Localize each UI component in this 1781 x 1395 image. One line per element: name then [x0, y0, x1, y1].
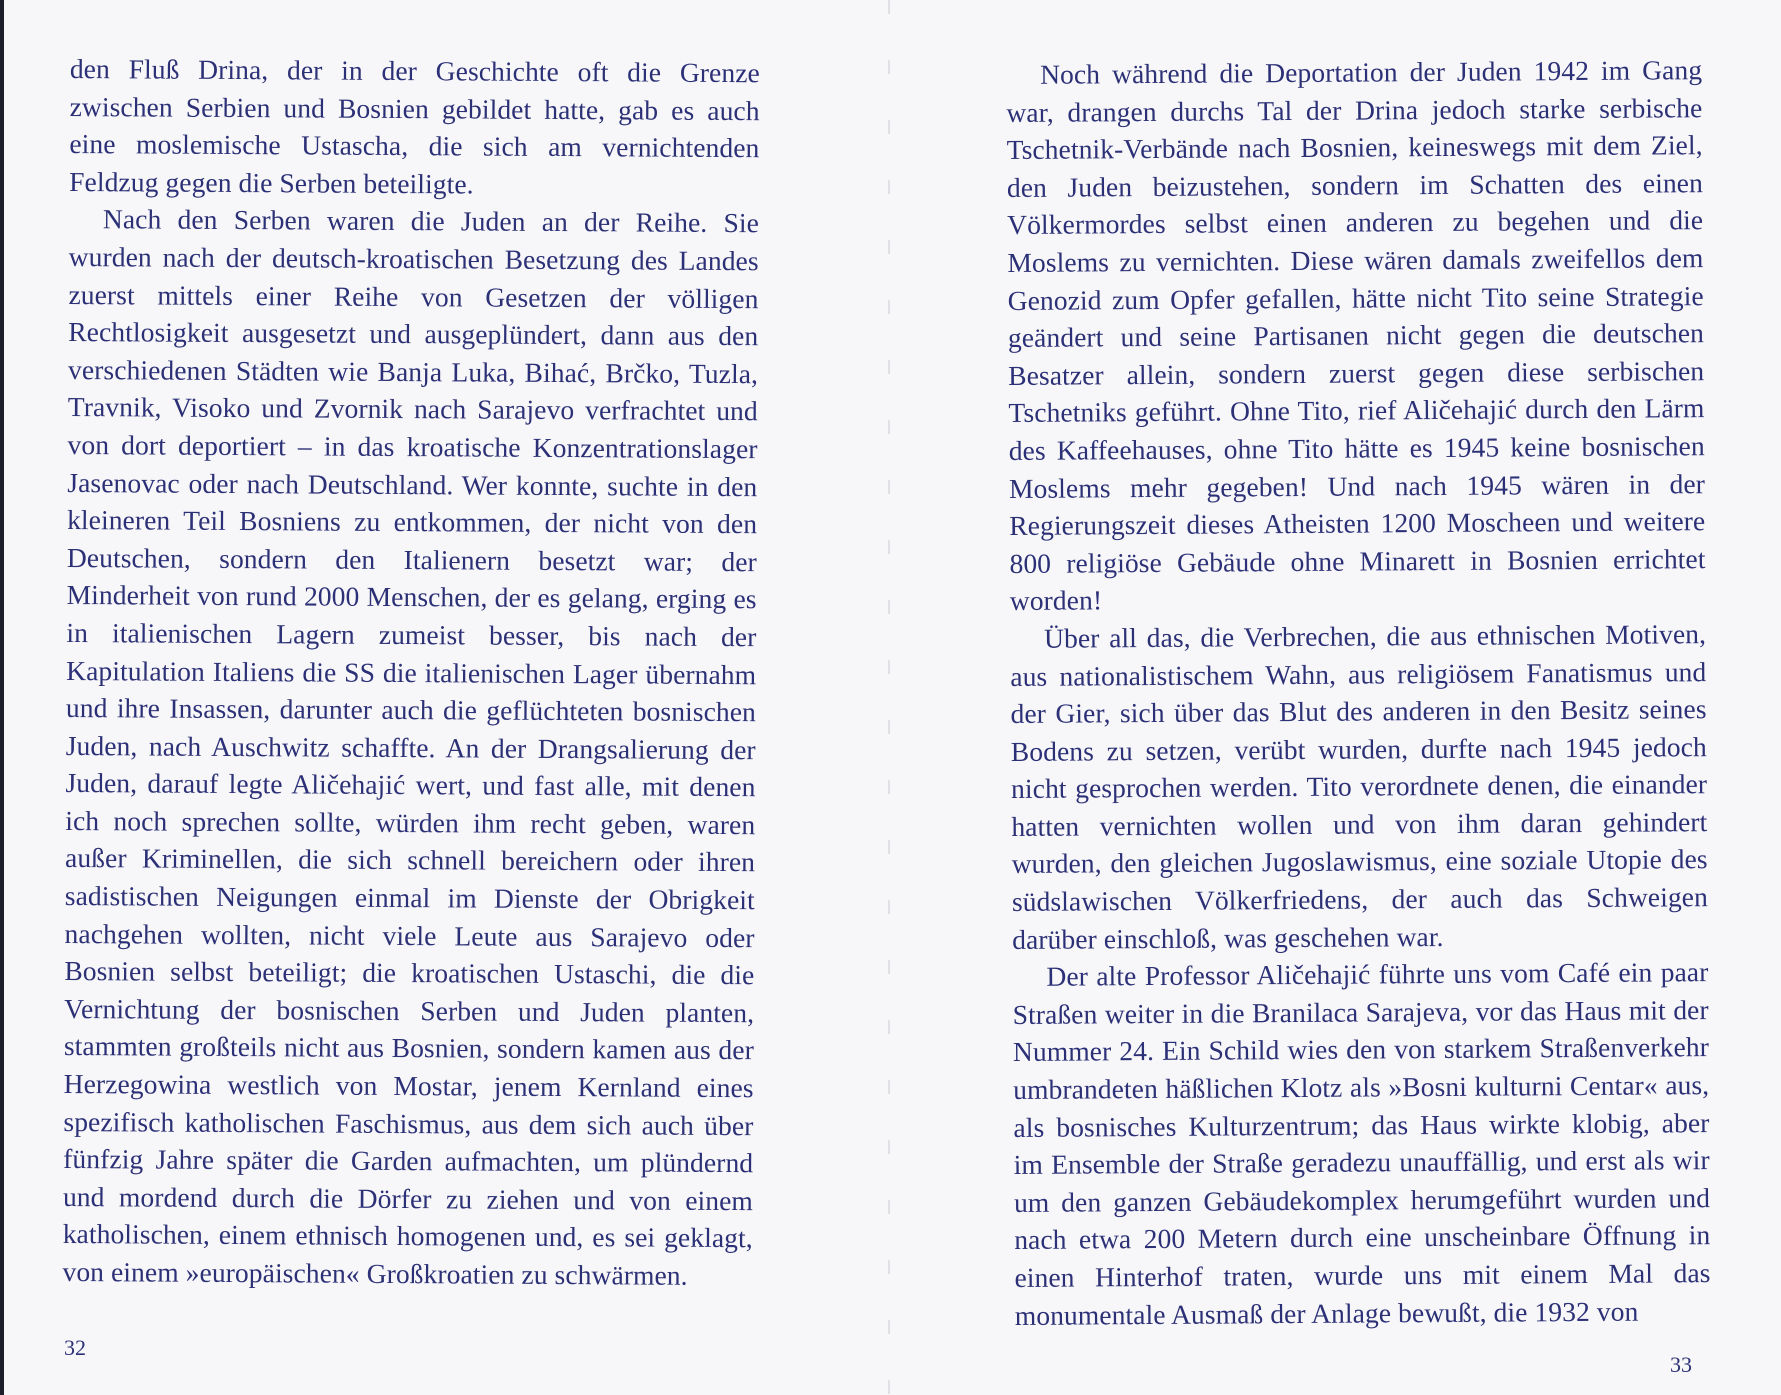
paragraph: Nach den Serben waren die Juden an der Reihe. Sie wurden nach der deutsch-kroatischen Besetzung des Landes zuerst mittels einer Reihe von Gesetzen der völligen Rechtlosigkeit ausgesetzt und ausgeplündert, dann aus den verschiedenen Städten wie Banja Luka, Bihać, Brčko, Tuzla, Travnik, Visoko und Zvornik nach Sarajevo verfrachtet und von dort deportiert – in das kroatische Konzentrationslager Jasenovac oder nach Deutschland. Wer konnte, suchte in den kleineren Teil Bosniens zu entkommen, der nicht von den Deutschen, sondern den Italienern besetzt war; der Minderheit von rund 2000 Menschen, der es gelang, erging es in italienischen Lagern zumeist besser, bis nach der Kapitulation Italiens die SS die italienischen Lager übernahm und ihre Insassen, darunter auch die geflüchteten bosnischen Juden, nach Auschwitz schaffte. An der Drangsalierung der Juden, darauf legte Aličehajić wert, und fast alle, mit denen ich noch sprechen sollte, würden ihm recht geben, waren außer Kriminellen, die sich schnell bereichern oder ihren sadistischen Neigungen einmal im Dienste der Obrigkeit nachgehen wollten, nicht viele Leute aus Sarajevo oder Bosnien selbst beteiligt; die kroatischen Ustaschi, die die Vernichtung der bosnischen Serben und Juden planten, stammten großteils nicht aus Bosnien, sondern kamen aus der Herzegowina westlich von Mostar, jenem Kernland eines spezifisch katholischen Faschismus, aus dem sich auch über fünfzig Jahre später die Garden aufmachten, um plündernd und mordend durch die Dörfer zu ziehen und von einem katholischen, einem ethnisch homogenen und, es sei geklagt, von einem »europäischen« Großkroatien zu schwärmen.	[62, 203, 760, 1291]
left-page-text	[62, 50, 760, 1295]
page-number: 33	[1670, 1352, 1692, 1377]
paragraph: den Fluß Drina, der in der Geschichte oft die Grenze zwischen Serbien und Bosnien gebildet hatte, gab es auch eine moslemische Ustascha, die sich am vernichtenden Feldzug gegen die Serben beteiligte.	[69, 52, 760, 200]
paragraph: Über all das, die Verbrechen, die aus ethnischen Motiven, aus nationalistischem Wahn, aus religiösem Fanatismus und der Gier, sich über das Blut des anderen in den Besitz seines Bodens zu setzen, verübt wurden, durfte nach 1945 jedoch nicht gesprochen werden. Tito verordnete denen, die einander hatten vernichten wollen und von ihm daran gehindert wurden, den gleichen Jugoslawismus, eine soziale Utopie des südslawischen Völkerfriedens, der auch das Schweigen darüber einschloß, was geschehen war.	[1010, 618, 1708, 955]
page-number: 32	[64, 1335, 86, 1360]
left-page	[0, 0, 888, 1395]
paragraph: Der alte Professor Aličehajić führte uns vom Café ein paar Straßen weiter in die Branilaca Sarajeva, vor das Haus mit der Nummer 24. Ein Schild wies den von starkem Straßenverkehr umbrandeten häßlichen Klotz als »Bosni kulturni Centar« aus, als bosnisches Kulturzentrum; das Haus wirkte klobig, aber im Ensemble der Straße geradezu unauffällig, und erst als wir um den ganzen Gebäudekomplex herumgeführt wurden und nach etwa 200 Metern durch eine unscheinbare Öffnung in einen Hinterhof traten, wurde uns mit einem Mal das monumentale Ausmaß der Anlage bewußt, die 1932 von	[1012, 956, 1711, 1331]
right-page	[890, 0, 1781, 1395]
right-page-text	[1006, 51, 1711, 1334]
paragraph: Noch während die Deportation der Juden 1942 im Gang war, drangen durchs Tal der Drina jedoch starke serbische Tschetnik-Verbände nach Bosnien, keineswegs mit dem Ziel, den Juden beizustehen, sondern im Schatten des einen Völkermordes selbst einen anderen zu begehen und die Moslems zu vernichten. Diese wären damals zweifellos dem Genozid zum Opfer gefallen, hätte nicht Tito seine Strategie geändert und seine Partisanen nicht gegen die deutschen Besatzer allein, sondern zuerst gegen diese serbischen Tschetniks geführt. Ohne Tito, rief Aličehajić durch den Lärm des Kaffeehauses, ohne Tito hätte es 1945 keine bosnischen Moslems mehr gegeben! Und nach 1945 wären in der Regierungszeit dieses Atheisten 1200 Moscheen und weitere 800 religiöse Gebäude ohne Minarett in Bosnien errichtet worden!	[1006, 54, 1706, 617]
